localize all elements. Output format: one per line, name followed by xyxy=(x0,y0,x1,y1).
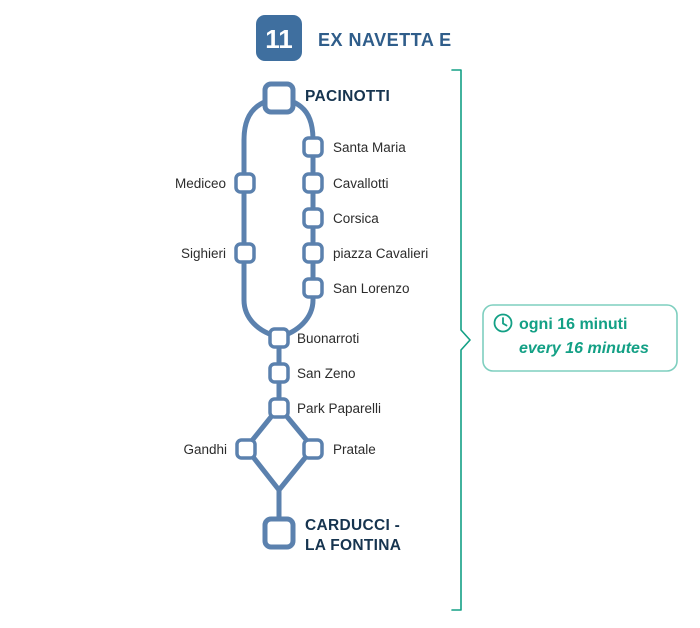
route-path xyxy=(244,98,313,533)
stop-label-mediceo: Mediceo xyxy=(174,176,226,191)
stop-marker xyxy=(304,244,322,262)
terminus-label-bottom-line1: CARDUCCI - xyxy=(305,517,401,534)
stop-marker xyxy=(304,174,322,192)
stop-marker xyxy=(304,440,322,458)
stop-label-piazza-cavalieri: piazza Cavalieri xyxy=(333,246,429,261)
stop-marker xyxy=(236,174,254,192)
stop-label-pratale: Pratale xyxy=(333,442,376,457)
line-name: EX NAVETTA E xyxy=(318,30,452,50)
stop-label-buonarroti: Buonarroti xyxy=(297,331,360,346)
stop-marker xyxy=(236,244,254,262)
stop-marker xyxy=(270,329,288,347)
terminus-label-bottom-line2: LA FONTINA xyxy=(305,537,402,554)
route-bracket xyxy=(452,70,470,610)
stop-marker xyxy=(304,209,322,227)
stop-label-park-paparelli: Park Paparelli xyxy=(297,401,382,416)
stop-label-san-lorenzo: San Lorenzo xyxy=(333,281,410,296)
stop-label-corsica: Corsica xyxy=(333,211,379,226)
stop-label-cavallotti: Cavallotti xyxy=(333,176,389,191)
stop-label-gandhi: Gandhi xyxy=(183,442,227,457)
stop-marker xyxy=(270,399,288,417)
stop-marker xyxy=(304,138,322,156)
frequency-italian: ogni 16 minuti xyxy=(519,316,628,333)
line-badge xyxy=(256,15,302,61)
terminus-label-top: PACINOTTI xyxy=(305,88,391,105)
terminus-marker-top xyxy=(265,84,293,112)
stop-label-san-zeno: San Zeno xyxy=(297,366,356,381)
terminus-marker-bottom xyxy=(265,519,293,547)
line-number: 11 xyxy=(265,24,293,54)
stop-marker xyxy=(270,364,288,382)
frequency-english: every 16 minutes xyxy=(519,340,649,357)
route-top-loop-left xyxy=(244,98,279,337)
frequency-box xyxy=(483,305,677,371)
stop-marker xyxy=(304,279,322,297)
stop-label-sighieri: Sighieri xyxy=(180,246,226,261)
stop-label-santa-maria: Santa Maria xyxy=(333,140,406,155)
stop-marker xyxy=(237,440,255,458)
